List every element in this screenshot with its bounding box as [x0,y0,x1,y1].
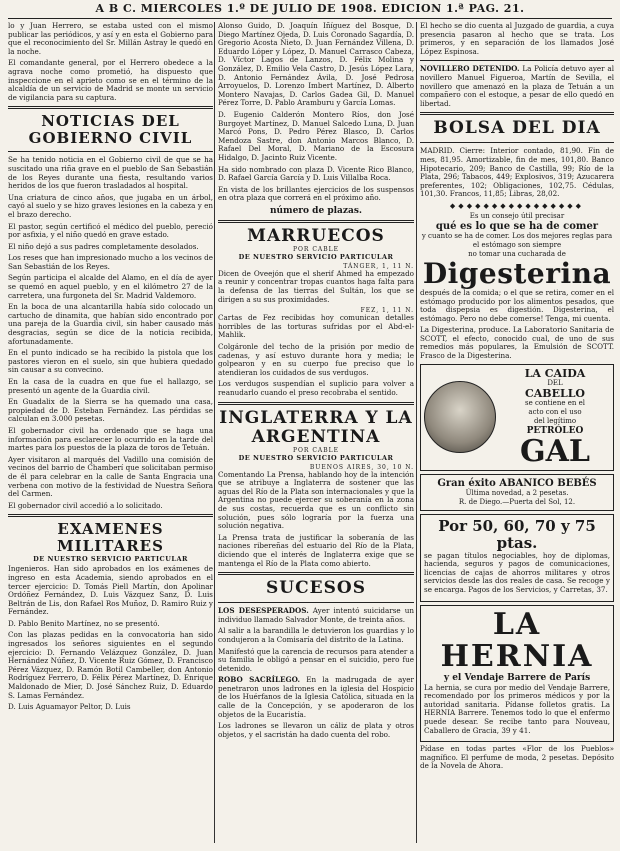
article-paragraph: D. Eugenio Calderón Montero Ríos, don José Burgoyet Martínez, D. Manuel Salcedo Luna, D. Juan Marcó Pons, D. Pedro Pérez Blasco, D. Carlos Mendoza Sastre, don Antonio Marcos Blanco, D. Rafael Del Moral, D. Mariano de la Escosura Hidalgo, D. Jacinto Ruiz Vicente. [218,109,414,162]
section-heading-noticias: NOTICIAS DEL GOBIERNO CIVIL [28,112,193,148]
dateline: FEZ, 1, 11 N. [360,307,414,315]
paragraph-lead: NOVILLERO DETENIDO. [420,64,520,74]
article-paragraph: Se ha tenido noticia en el Gobierno civil de que se ha suscitado una riña grave en el pueblo de San Sebastián de los Reyes durante una fiesta, resultando varios heridos de los que fueron trasladados al hospital. [8,155,213,191]
divider [8,514,213,517]
ad-precios [420,514,614,602]
article-paragraph: El comandante general, por el Herrero obedece a la agrava noche como prometió, ha dispuesto que inspeccione en el aprieto como se en el término de la alcaldía de un servicio de Madrid se monte un servicio de vigilancia para su captura. [8,58,213,102]
ad-title: LA CAIDA [524,366,586,380]
article-paragraph: lo y Juan Herrero, se estaba usted con el mismo publicar las periódicos, y así y en esta el Gobierno para que el reconocimiento del Sr. Millán Astray le quedó en la noche. [8,22,213,56]
paragraph-body: Ayer intentó suicidarse un individuo llamado Salvador Monte, de treinta años. [218,606,414,624]
ad-line: qué es lo que se ha de comer [435,220,599,232]
article-paragraph: Ayer visitaron al marqués del Vadillo una comisión de vecinos del barrio de Chamberí que solicitaban permiso de él para celebrar en la calle de Santa Engracia una verbena con motivo de la festividad de Nuestra Señora del Carmen. [8,454,213,499]
ad-price: Por 50, 60, 70 y 75 ptas. [438,516,596,552]
article-paragraph: Manifestó que la carencia de recursos para atender a su familia le obligó a pensar en el suicidio, pero fue detenido. [218,646,414,673]
divider [420,60,614,61]
section-heading-examenes: EXAMENES MILITARES [57,520,164,556]
divider [218,572,414,575]
ad-title: CABELLO [524,386,586,400]
dateline: BUENOS AIRES, 30, 10 N. [309,463,414,471]
article-paragraph: Los reses que han impresionado mucho a los vecinos de San Sebastián de los Reyes. [8,253,213,271]
section-subheading: DE NUESTRO SERVICIO PARTICULAR [33,555,188,564]
article-paragraph [218,607,414,624]
article-paragraph: La Prensa trata de justificar la soberanía de las naciones ribereñas del estuario del Río de la Plata, diciendo que el interés de Inglaterra exige que se mantenga el Río de la Plata como abierto. [218,532,414,568]
article-paragraph: Los verdugos suspendían el suplicio para volver a reanudarlo cuando el preso recobraba el sentido. [218,379,414,397]
article-paragraph: El pastor, según certificó el médico del pueblo, pereció por asfixia, y el niño quedó en grave estado. [8,221,213,240]
ad-brand-gal: GAL [520,433,590,469]
paragraph-lead: LOS DESESPERADOS. [218,606,309,616]
article-paragraph: Al salir a la barandilla le detuvieron los guardias y lo condujeron a la Comisaría del distrito de la Latina. [218,626,414,644]
ad-brand-hernia: LA HERNIA [440,606,594,674]
ad-text: se pagan títulos negociables, hoy de diplomas, hacienda, seguros y pagos de comunicaciones, licencias de cajas de ahorros militares y otros servicios desde las dos reales de casa. Se recoge y se encarga. Pagos de los Servicios, y Carretas, 37. [424,550,610,595]
section-heading-marruecos: MARRUECOS [247,225,385,246]
article-paragraph: En la casa de la cuadra en que fue el hallazgo, se presentó un agente de la Guardia civil. [8,377,213,395]
ad-line: Es un consejo útil precisar [469,211,565,220]
article-paragraph: Colgáronle del techo de la prisión por medio de cadenas, y así estuvo durante hora y media; le golpearon y en su cuerpo fue preciso que lo atendieran los cuidados de sus verdugos. [218,342,414,377]
article-paragraph: Ingenieros. Han sido aprobados en los exámenes de ingreso en esta Academia, siendo aprobados en el tercer ejercicio: D. Tomás Piell Martín, don Apolinar Ordóñez Fernández, D. Luis Vázquez Sanz, D. Luis Beltrán de Lis, don Rafael Ros Muñoz, D. Ramiro Ruiz y Fernández. [8,564,213,617]
section-heading-sucesos: SUCESOS [266,578,366,599]
article-paragraph: D. Pablo Benito Martínez, no se presentó. [8,618,160,628]
article-paragraph: Dicen de Oveejón que el sherif Ahmed ha empezado a reunir y concentrar tropas cuantos haga falta para la defensa de las tierras del Sultán, los que se dirigen a su sus proximidades. [218,268,414,304]
page-header: A B C. MIERCOLES 1.º DE JULIO DE 1908. EDICION 1.ª PAG. 21. [8,2,612,19]
ad-title: DEL [547,378,563,387]
divider [218,220,414,223]
ad-line: Última novedad, a 2 pesetas. [465,488,569,497]
divider [420,142,614,143]
ad-abanico-bebes [420,474,614,511]
article-paragraph: Según participa el alcalde del Alamo, en el día de ayer se quemó en aquel pueblo, y en el kilómetro 27 de la carretera, una furgoneta del Sr. Madrid Valdemoro. [8,273,213,300]
ad-text: La hernia, se cura por medio del Vendaje Barrere, recomendado por los primeros médicos y por la autoridad sanitaria. Pídanse folletos gratis. La HERNIA Barrere. Tenemos todo lo que el enfermo puede desear. Se recibe tanto para Nouveau, Caballero de Gracia, 39 y 41. [424,682,610,735]
article-paragraph: MADRID. Cierre: Interior contado, 81,90. Fin de mes, 81,95. Amortizable, fin de mes, 101,80. Banco Hipotecario, 209; Banco de Castilla, 99; Río de la Plata, 296; Tabacos, 449; Explosivos, 319; Azucarera preferentes, 102; Obligaciones, 102,75. Cédulas, 101,30. Francos, 11,85; Libras, 28,02. [420,146,614,199]
divider [8,106,213,109]
divider [218,402,414,405]
ad-title: Gran éxito ABANICO BEBÉS [437,477,597,489]
paragraph-body: La Policía detuvo ayer al novillero Manuel Figueroa, Martín de Sevilla, el novillero que amenazó en la plaza de Tetuán a un compañero con el estoque, a pesar de ello quedó en libertad. [420,64,614,108]
ad-digesterina [420,212,614,361]
article-paragraph: El niño dejó a sus padres completamente desolados. [8,241,199,251]
article-paragraph: Alonso Guido, D. Joaquín Iñíguez del Bosque, D. Diego Martínez Ojeda, D. Luis Coronado Sagardía, D. Gregorio Acosta Nieto, D. Juan Fernández Villena, D. Eduardo Lóper y López, D. Manuel Carrasco Cabeza, D. Víctor Lagos de Lanzos, D. Félix Molina y González, D. Emilio Vela Castro, D. Jesús López Lara, D. Antonio Fernández Ávila, D. José Pedrosa Arroyuelos, D. Lorenzo Imbert Martínez, D. Alberto Montero Navajas, D. Carlos Gadea Gil, D. Manuel Pérez Torre, D. Pablo Aramburu y García Lomas. [218,22,414,108]
column-divider [416,22,417,843]
article-paragraph: En el punto indicado se ha recibido la pistola que los pastores vieron en el suelo, sin que hubiera quedado sin causar a su convecino. [8,348,213,375]
ad-brand: PETRÓLEO [526,425,584,436]
ad-line: no tomar una cucharada de [468,249,566,258]
divider [8,151,213,152]
column-divider [214,22,215,843]
ad-line: se contiene en el [525,398,585,407]
article-paragraph: En la boca de una alcantarilla había sido colocado un cartucho de dinamita, que habían sido encontrado por una pareja de la Guardia civil, sin haber causado más desgracias, según se dice de la noticia recibida, afortunadamente. [8,302,213,346]
section-subheading: DE NUESTRO SERVICIO PARTICULAR [238,453,394,462]
column-2 [218,22,414,845]
section-heading-inglaterra: INGLATERRA Y LA ARGENTINA [219,407,413,447]
article-paragraph: En vista de los brillantes ejercicios de los suspensos en otra plaza que correrá en el próximo año. [218,184,414,203]
article-paragraph [420,65,614,108]
ad-line: y cuanto se ha de comer. Los dos mejores reglas para el estómago son siempre [421,231,613,249]
dateline: TÁNGER, 1, 11 N. [343,262,414,270]
article-paragraph: Una criatura de cinco años, que jugaba en un árbol, cayó al suelo y se hizo graves lesiones en la cabeza y en el brazo derecho. [8,192,213,219]
article-paragraph: El hecho se dio cuenta al Juzgado de guardia, a cuya presencia pasaron al hecho que se trata. Los primeros, y en separación de los llamados José López Espinosa. [420,22,614,56]
ad-line: del legítimo [533,416,577,425]
ad-text: La Digesterina, produce. La Laboratorio Sanitaria de SCOTT, el efecto, conocido cual, de uno de sus remedios más populares, la Emulsión de SCOTT. Frasco de la Digesterina. [420,325,614,361]
article-paragraph: Los ladrones se llevaron un cáliz de plata y otros objetos, y el sacristán ha dado cuenta del robo. [218,721,414,739]
section-note: número de plazas. [269,205,363,216]
paragraph-body: En la madrugada de ayer penetraron unos ladrones en la iglesia del Hospicio de los Huérfanos de la Iglesia Católica, situada en la calle de la Concepción, y se apoderaron de los objetos de la Eucaristía. [218,675,414,719]
woman-portrait-image [424,381,496,453]
section-subheading: POR CABLE [292,446,340,454]
article-paragraph: Cartas de Fez recibidas hoy comunican detalles horribles de las torturas sufridas por el Abd-el-Mahlik. [218,313,414,340]
ad-brand-digesterina: Digesterina [422,256,612,290]
article-paragraph: Con las plazas pedidas en la convocatoria han sido ingresados los señores siguientes en el segundo ejercicio: D. Fernando Velázquez González, D. Juan Hernández Núñez, D. Vicente Ruiz Gómez, D. Francisco Pérez Vázquez, D. Ramón Botil Cambeller, don Antonio Rodríguez Ferrero, D. Félix Pérez Martínez, D. Enrique Maldonado de Mier, D. José Sánchez Ruiz, D. Eduardo S. Lamas Fernández. [8,630,213,700]
ad-text: Pídase en todas partes «Flor de los Pueblos» magnífico. El perfume de moda, 2 pesetas. Depósito de la Novela de Ahora. [420,744,614,771]
paragraph-lead: ROBO SACRÍLEGO. [218,675,300,685]
ad-line: acto con el uso [528,407,582,416]
section-heading-bolsa: BOLSA DEL DIA [433,118,601,139]
column-3 [420,22,614,845]
section-subheading: DE NUESTRO SERVICIO PARTICULAR [238,252,394,261]
ad-subtitle: y el Vendaje Barrere de París [443,672,591,683]
ad-petroleo-gal [420,364,614,471]
article-paragraph: El gobernador civil accedió a lo solicitado. [8,500,163,510]
divider [218,602,414,603]
article-paragraph: El gobernador civil ha ordenado que se haga una información para esclarecer lo ocurrido en la tarde del martes para los puestos de la plaza de toros de Tetuán. [8,425,213,453]
article-paragraph: Ha sido nombrado con plaza D. Vicente Rico Blanco, D. Rafael García García y D. Luis Villalba Roca. [218,164,414,183]
ad-hernia [420,605,614,743]
ad-text: después de la comida; o el que se retira, comer en el estómago producido por los alimentos pesados, que toda dispepsia es digestión. Digesterina, el estómago. Pero no debe comerse! Tenga, mi cuenta. [420,287,614,323]
article-paragraph [218,676,414,719]
section-subheading: POR CABLE [292,245,340,253]
article-paragraph: D. Luis Aguamayor Peltor, D. Luis [8,702,131,712]
divider [420,112,614,115]
ad-line: R. de Diego.—Puerta del Sol, 12. [458,497,576,506]
column-1 [8,22,213,845]
article-paragraph: Comentando La Prensa, hablando hoy de la intención que se atribuye a Inglaterra de sostener que las aguas del Río de la Plata son internacionales y que la Argentina no puede ejercer su soberanía en la zona de sus costas, recuerda que es un conflicto sin solución, pues sólo lograría por la fuerza una solución negativa. [218,469,414,531]
ornament-divider: ◆◆◆◆◆◆◆◆◆◆◆◆◆◆◆◆ [449,201,585,210]
article-paragraph: En Guadalix de la Sierra se ha quemado una casa, propiedad de D. Esteban Fernández. Las pérdidas se calculan en 3.000 pesetas. [8,397,213,424]
